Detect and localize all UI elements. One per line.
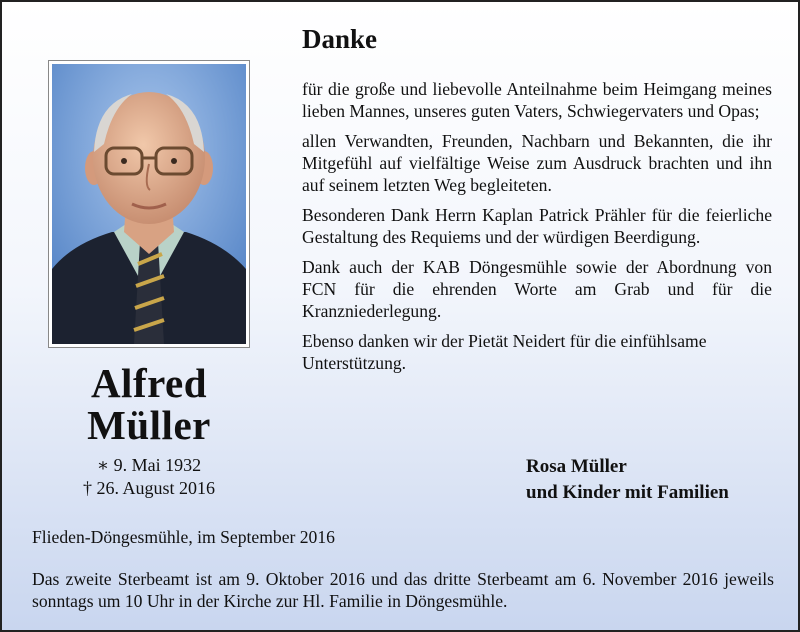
portrait-photo [48, 60, 250, 348]
death-date: † 26. August 2016 [82, 478, 215, 498]
signature-line-2: und Kinder mit Familien [526, 482, 729, 503]
deceased-name [42, 362, 256, 446]
paragraph-5: Ebenso danken wir der Pietät Neidert für die einfühlsame Unterstützung. [302, 331, 707, 373]
signature-line-1: Rosa Müller [526, 456, 627, 477]
paragraph-2: allen Verwandten, Freunden, Nachbarn und Bekannten, die ihr Mitgefühl auf vielfältige Weise zum Ausdruck brachten und ihn auf seinem letzten Weg begleiteten. [302, 131, 772, 195]
heading-danke: Danke [302, 24, 378, 54]
paragraph-3: Besonderen Dank Herrn Kaplan Patrick Prähler für die feierliche Gestaltung des Requiems und der würdigen Beerdigung. [302, 205, 772, 247]
thanks-text [302, 78, 772, 382]
signature [526, 454, 729, 506]
paragraph-1: für die große und liebevolle Anteilnahme beim Heimgang meines lieben Mannes, unseres guten Vaters, Schwiegervaters und Opas; [302, 79, 772, 121]
portrait-image [52, 64, 246, 344]
deceased-last-name: Müller [87, 402, 211, 448]
deceased-first-name: Alfred [90, 360, 208, 406]
life-dates [42, 454, 256, 500]
paragraph-4: Dank auch der KAB Döngesmühle sowie der Abordnung von FCN für die ehrenden Worte am Grab und für die Kranzniederlegung. [302, 257, 772, 321]
requiem-note: Das zweite Sterbeamt ist am 9. Oktober 2016 und das dritte Sterbeamt am 6. November 2016 jeweils sonntags um 10 Uhr in der Kirche zur Hl. Familie in Döngesmühle. [32, 569, 774, 611]
place-date: Flieden-Döngesmühle, im September 2016 [32, 527, 335, 547]
birth-date: ∗ 9. Mai 1932 [96, 455, 202, 475]
